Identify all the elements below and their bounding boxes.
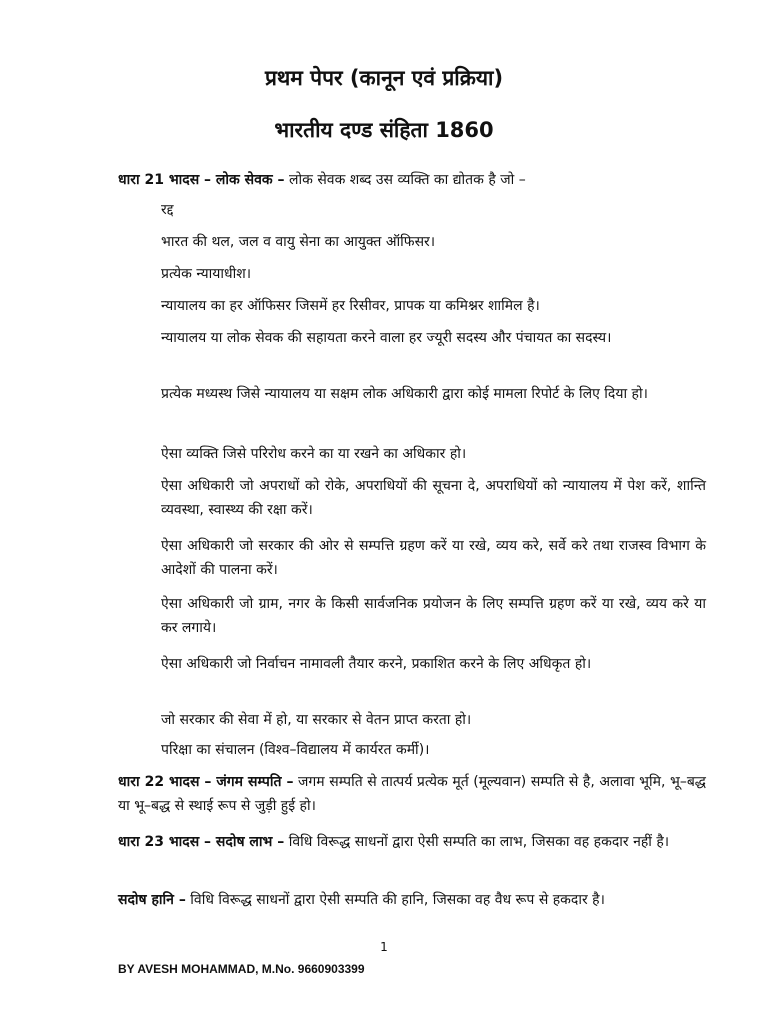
- section-23-text: विधि विरूद्ध साधनों द्वारा ऐसी सम्पति का लाभ, जिसका वह हकदार नहीं है।: [288, 834, 670, 850]
- list-item: भारत की थल, जल व वायु सेना का आयुक्त ऑफिसर।: [161, 234, 436, 250]
- section-23-heading: धारा 23 भादस – सदोष लाभ –: [118, 834, 285, 850]
- list-item: प्रत्येक मध्यस्थ जिसे न्यायालय या सक्षम लोक अधिकारी द्वारा कोई मामला रिपोर्ट के लिए दिया हो।: [161, 386, 648, 402]
- section-22: [118, 770, 706, 818]
- list-item: ऐसा अधिकारी जो अपराधों को रोके, अपराधियों की सूचना दे, अपराधियों को न्यायालय में पेश करें, शान्ति व्यवस्था, स्वास्थ्य की रक्षा करें।: [161, 478, 706, 518]
- list-item: प्रत्येक न्यायाधीश।: [161, 266, 252, 282]
- list-item: परिक्षा का संचालन (विश्व–विद्यालय में कार्यरत कर्मी)।: [161, 742, 430, 758]
- section-21-text: लोक सेवक शब्द उस व्यक्ति का द्योतक है जो –: [289, 172, 526, 188]
- list-item: रद्द: [161, 202, 174, 218]
- list-item: ऐसा अधिकारी जो निर्वाचन नामावली तैयार करने, प्रकाशित करने के लिए अधिकृत हो।: [161, 656, 592, 672]
- section-21-intro: [118, 170, 526, 190]
- list-item: ऐसा व्यक्ति जिसे परिरोध करने का या रखने का अधिकार हो।: [161, 446, 467, 462]
- section-23: [118, 830, 706, 854]
- list-item: ऐसा अधिकारी जो सरकार की ओर से सम्पत्ति ग्रहण करें या रखे, व्यय करे, सर्वे करे तथा राजस्व विभाग के आदेशों की पालना करें।: [161, 538, 706, 578]
- footer-author: BY AVESH MOHAMMAD, M.No. 9660903399: [118, 962, 365, 976]
- page-subtitle: भारतीय दण्ड संहिता 1860: [274, 118, 494, 142]
- sadosh-hani-heading: सदोष हानि –: [118, 892, 186, 908]
- page-title: प्रथम पेपर (कानून एवं प्रक्रिया): [264, 66, 504, 90]
- list-item: जो सरकार की सेवा में हो, या सरकार से वेतन प्राप्त करता हो।: [161, 712, 472, 728]
- section-22-text: जगम सम्पति से तात्पर्य प्रत्येक मूर्त (मूल्यवान) सम्पति से है, अलावा भूमि, भू–बद्ध या भू–बद्ध से स्थाई रूप से जुड़ी हुई हो।: [118, 774, 706, 814]
- section-21-heading: धारा 21 भादस – लोक सेवक –: [118, 172, 285, 188]
- list-item: न्यायालय या लोक सेवक की सहायता करने वाला हर ज्यूरी सदस्य और पंचायत का सदस्य।: [161, 330, 612, 346]
- list-item: ऐसा अधिकारी जो ग्राम, नगर के किसी सार्वजनिक प्रयोजन के लिए सम्पत्ति ग्रहण करें या रखे, व्यय करे या कर लगाये।: [161, 596, 706, 636]
- sadosh-hani-text: विधि विरूद्ध साधनों द्वारा ऐसी सम्पति की हानि, जिसका वह वैध रूप से हकदार है।: [190, 892, 605, 908]
- page-number: 1: [380, 940, 388, 954]
- list-item: न्यायालय का हर ऑफिसर जिसमें हर रिसीवर, प्रापक या कमिश्नर शामिल है।: [161, 298, 540, 314]
- sadosh-hani: [118, 888, 706, 912]
- section-22-heading: धारा 22 भादस – जंगम सम्पति –: [118, 774, 294, 790]
